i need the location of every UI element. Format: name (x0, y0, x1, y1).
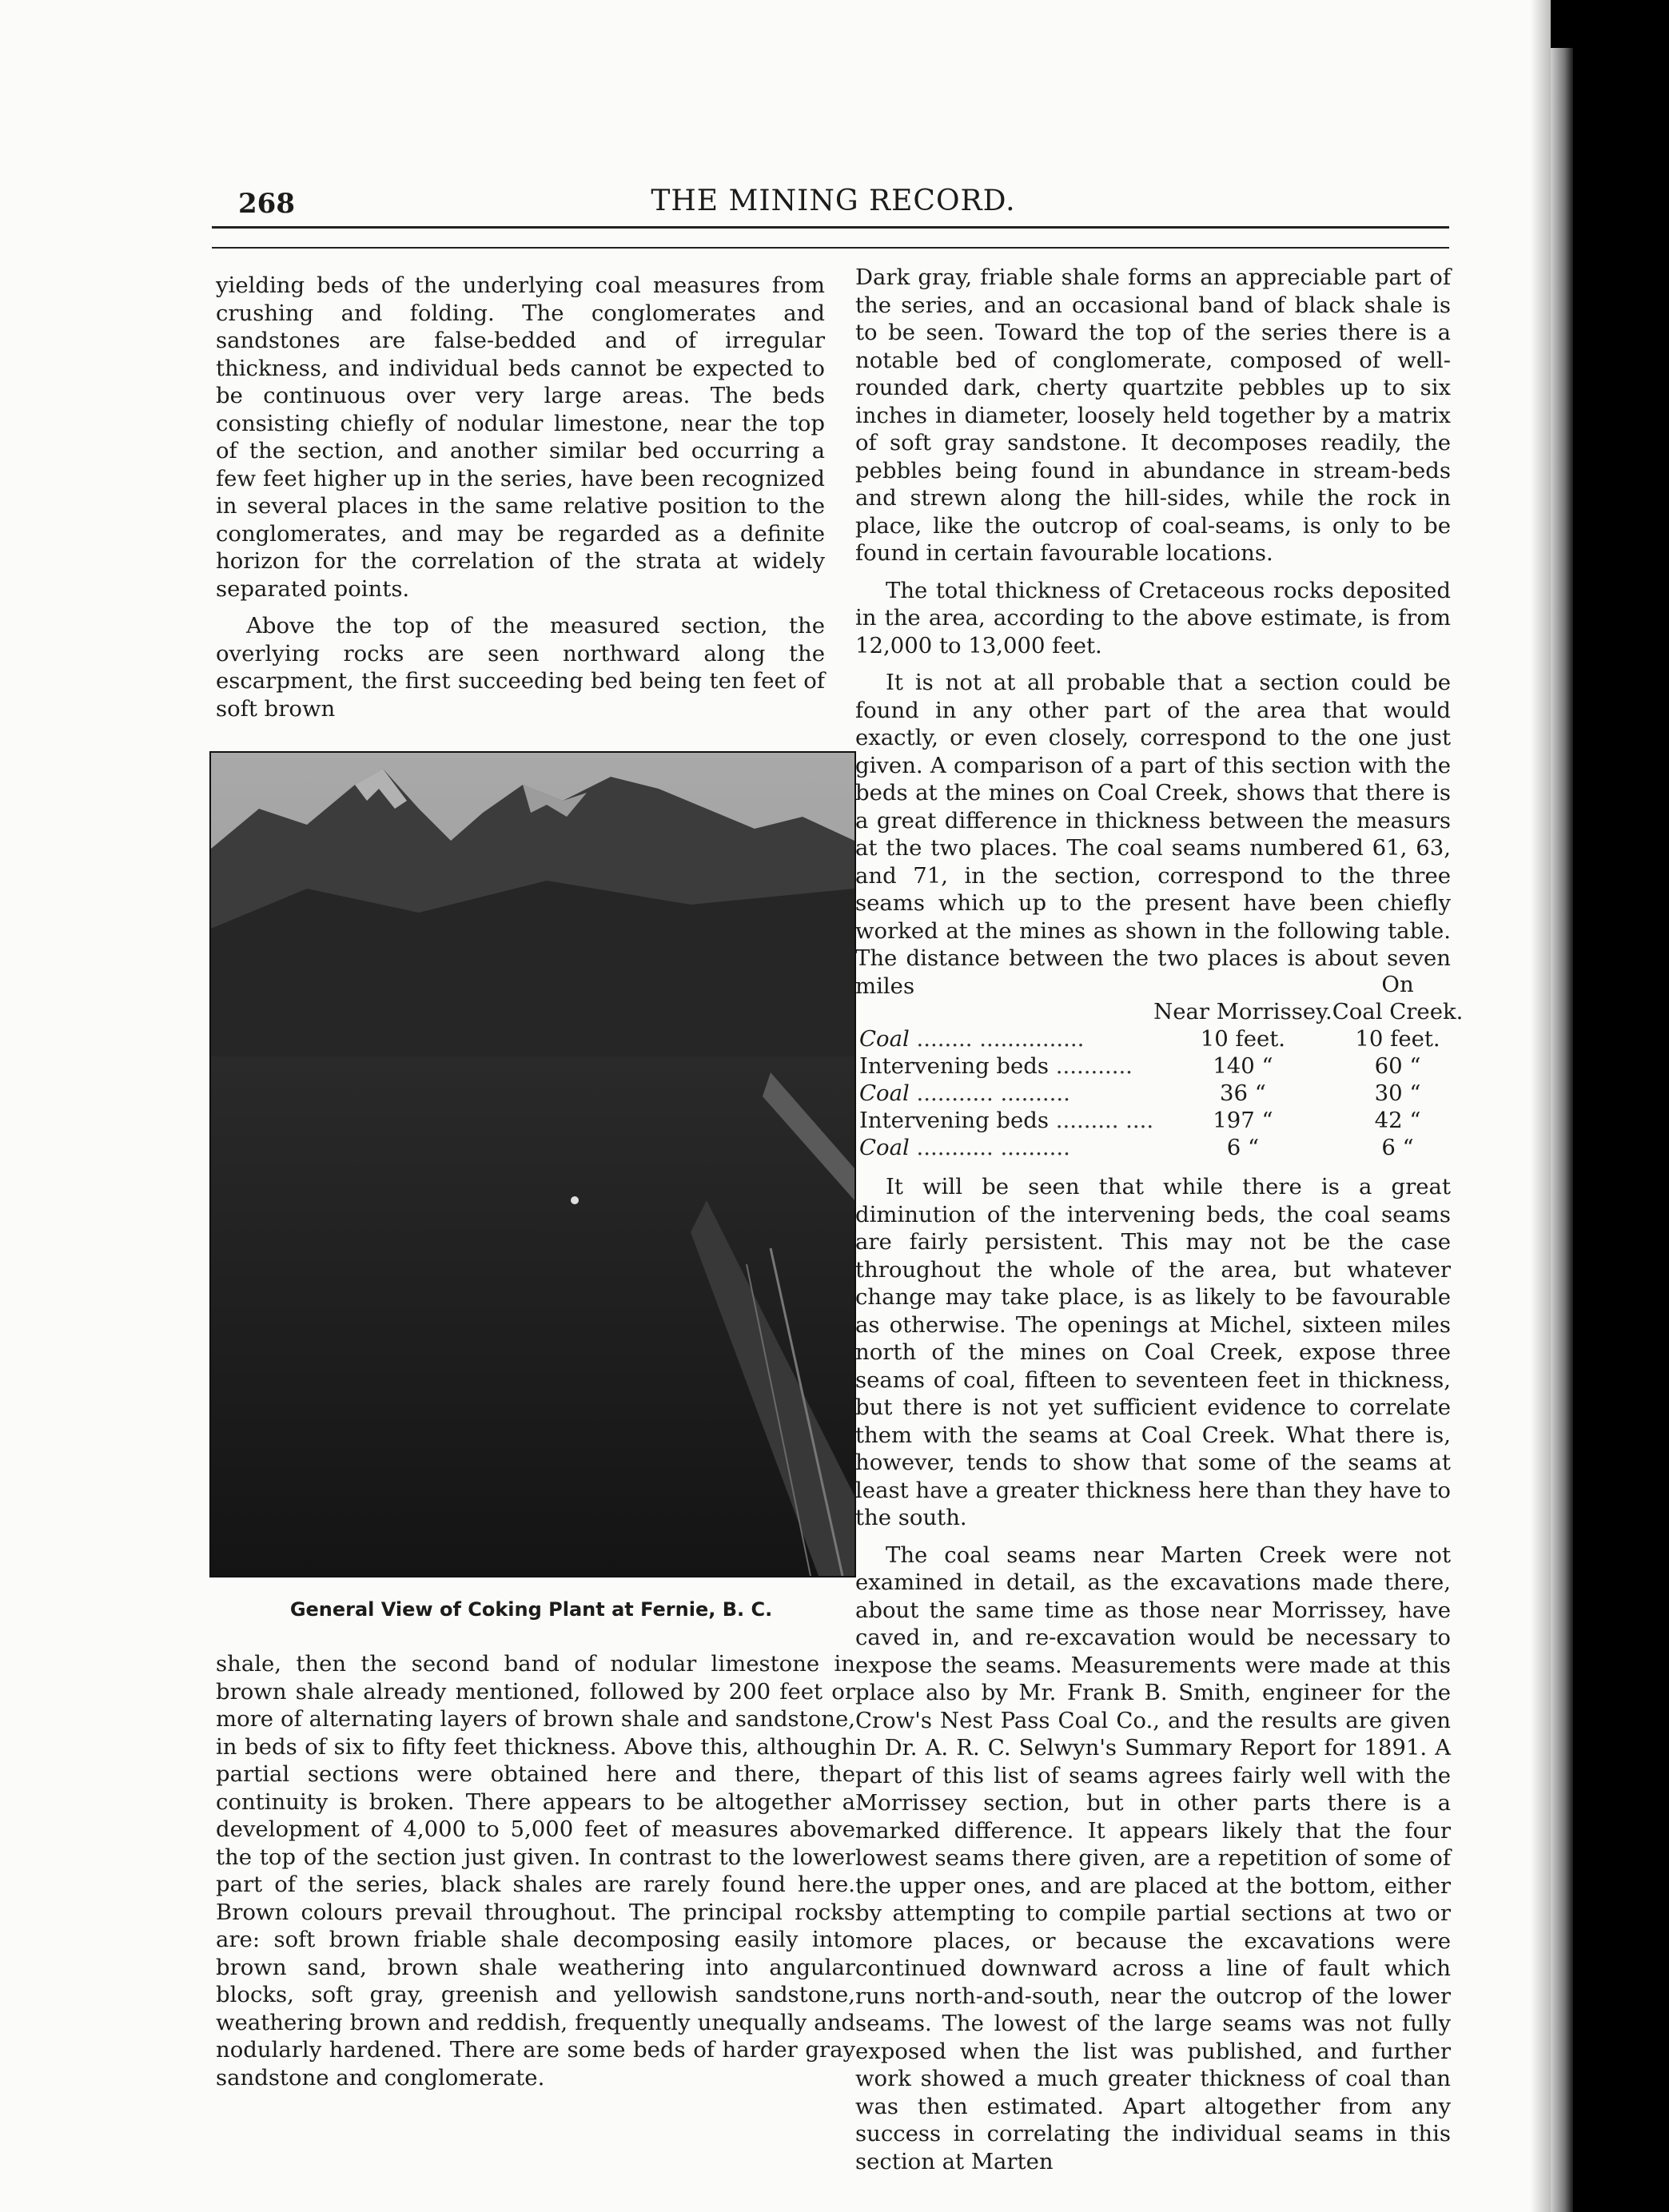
paragraph: Above the top of the measured section, the overlying rocks are seen northward along the escarpment, the first succeeding bed being ten feet of soft brown (216, 613, 825, 722)
paragraph: It is not at all probable that a section could be found in any other part of the area that would exactly, or even closely, correspond to the one just given. A comparison of a part of this section with the beds at the mines on Coal Creek, shows that there is a great difference in thickness between the measurs at the two places. The coal seams numbered 61, 63, and 71, in the section, correspond to the three seams which up to the present have been chiefly worked at the mines as shown in the following table. The distance between the two places is about seven miles (855, 670, 1451, 999)
page-number: 268 (238, 188, 295, 220)
table-row (859, 1080, 1463, 1107)
row-label: Coal (859, 1135, 910, 1160)
header-rule-bottom (212, 247, 1449, 249)
row-label: Intervening beds (859, 1108, 1050, 1133)
table-row (859, 1052, 1463, 1080)
leader-dots: ........... .......... (916, 1080, 1070, 1106)
leader-dots: ........... (1055, 1053, 1133, 1079)
value-coal-creek: 30 “ (1374, 1080, 1421, 1106)
table-header-row (859, 998, 1463, 1025)
table-row (859, 1107, 1463, 1134)
value-coal-creek: 6 “ (1381, 1135, 1414, 1160)
paragraph: yielding beds of the underlying coal measures from crushing and folding. The conglomerates and sandstones are false-bedded and of irregular thickness, and individual beds cannot be expected to be continuous over very large areas. The beds consisting chiefly of nodular limestone, near the top of the section, and another similar bed occurring a few feet higher up in the series, have been recognized in several places in the same relative position to the conglomerates, and may be regarded as a definite horizon for the correlation of the strata at widely separated points. (216, 273, 825, 602)
value-near-morrissey: 10 feet. (1200, 1026, 1286, 1052)
table-row (859, 1134, 1463, 1161)
paragraph: shale, then the second band of nodular limestone in brown shale already mentioned, followed by 200 feet or more of alternating layers of brown shale and sandstone, in beds of six to fifty feet thickness. Above this, although partial sections were obtained here and there, the continuity is broken. There appears to be altogether a development of 4,000 to 5,000 feet of measures above the top of the section just given. In contrast to the lower part of the series, black shales are rarely found here. Brown colours prevail throughout. The principal rocks are: soft brown friable shale decomposing easily into brown sand, brown shale weathering into angular blocks, soft gray, greenish and yellowish sandstone, weathering brown and reddish, frequently unequally and nodularly hardened. There are some beds of harder gray sandstone and conglomerate. (216, 1651, 855, 2091)
paragraph: The coal seams near Marten Creek were not examined in detail, as the excavations made there, about the same time as those near Morrissey, have caved in, and re-excavation would be necessary to expose the seams. Measurements were made at this place also by Mr. Frank B. Smith, engineer for the Crow's Nest Pass Coal Co., and the results are given in Dr. A. R. C. Selwyn's Summary Report for 1891. A part of this list of seams agrees fairly well with the Morrissey section, but in other parts there is a marked difference. It appears likely that the four lowest seams there given, are a repetition of some of the upper ones, and are placed at the bottom, either by attempting to compile partial sections at two or more places, or because the excavations were continued downward across a line of fault which runs north-and-south, near the outcrop of the lower seams. The lowest of the large seams was not fully exposed when the list was published, and further work showed a much greater thickness of coal than was then estimated. Apart altogether from any success in correlating the individual seams in this section at Marten (855, 1542, 1451, 2174)
seam-comparison-table (859, 971, 1463, 1161)
page-header (216, 180, 1451, 252)
coking-plant-photo (209, 751, 856, 1577)
value-near-morrissey: 36 “ (1220, 1080, 1266, 1106)
right-column-top (855, 264, 1451, 1009)
value-coal-creek: 10 feet. (1355, 1026, 1440, 1052)
value-near-morrissey: 6 “ (1226, 1135, 1260, 1160)
header-coal-creek-line1: On (1381, 972, 1414, 997)
row-label: Coal (859, 1026, 910, 1052)
figure-caption: General View of Coking Plant at Fernie, B. C. (289, 1598, 773, 1621)
leader-dots: ........... .......... (916, 1135, 1070, 1160)
row-label: Coal (859, 1080, 910, 1106)
paragraph: Dark gray, friable shale forms an appreciable part of the series, and an occasional band of black shale is to be seen. Toward the top of the series there is a notable bed of conglomerate, composed of well-rounded dark, cherty quartzite pebbles up to six inches in diameter, loosely held together by a matrix of soft gray sandstone. It decomposes readily, the pebbles being found in abundance in stream-beds and strewn along the hill-sides, while the rock in place, like the outcrop of coal-seams, is only to be found in certain favourable locations. (855, 265, 1451, 566)
paragraph: The total thickness of Cretaceous rocks deposited in the area, according to the above estimate, is from 12,000 to 13,000 feet. (855, 577, 1451, 658)
adjacent-page-edge (1551, 48, 1573, 2212)
right-column-bottom (855, 1173, 1451, 2185)
left-column-top (216, 272, 825, 732)
table-header-row (859, 971, 1463, 998)
light-speck (571, 1196, 579, 1204)
leader-dots: ......... .... (1055, 1108, 1154, 1133)
value-near-morrissey: 140 “ (1213, 1053, 1273, 1079)
header-rule-top (212, 226, 1449, 229)
row-label: Intervening beds (859, 1053, 1050, 1079)
value-coal-creek: 42 “ (1374, 1108, 1421, 1133)
left-column-bottom (216, 1650, 855, 2101)
photo-illustration (211, 753, 854, 1576)
journal-title: THE MINING RECORD. (651, 185, 1016, 217)
leader-dots: ........ ............... (916, 1026, 1085, 1052)
header-coal-creek-line2: Coal Creek. (1332, 999, 1464, 1024)
header-near-morrissey: Near Morrissey. (1153, 999, 1332, 1024)
value-coal-creek: 60 “ (1374, 1053, 1421, 1079)
value-near-morrissey: 197 “ (1213, 1108, 1273, 1133)
page-edge-shadow (1531, 0, 1551, 2212)
table-row (859, 1025, 1463, 1052)
paragraph: It will be seen that while there is a great diminution of the intervening beds, the coal seams are fairly persistent. This may not be the case throughout the whole of the area, but whatever change may take place, is as likely to be favourable as otherwise. The openings at Michel, sixteen miles north of the mines on Coal Creek, expose three seams of coal, fifteen to seventeen feet in thickness, but there is not yet sufficient evidence to correlate them with the seams at Coal Creek. What there is, however, tends to show that some of the seams at least have a greater thickness here than they have to the south. (855, 1174, 1451, 1530)
